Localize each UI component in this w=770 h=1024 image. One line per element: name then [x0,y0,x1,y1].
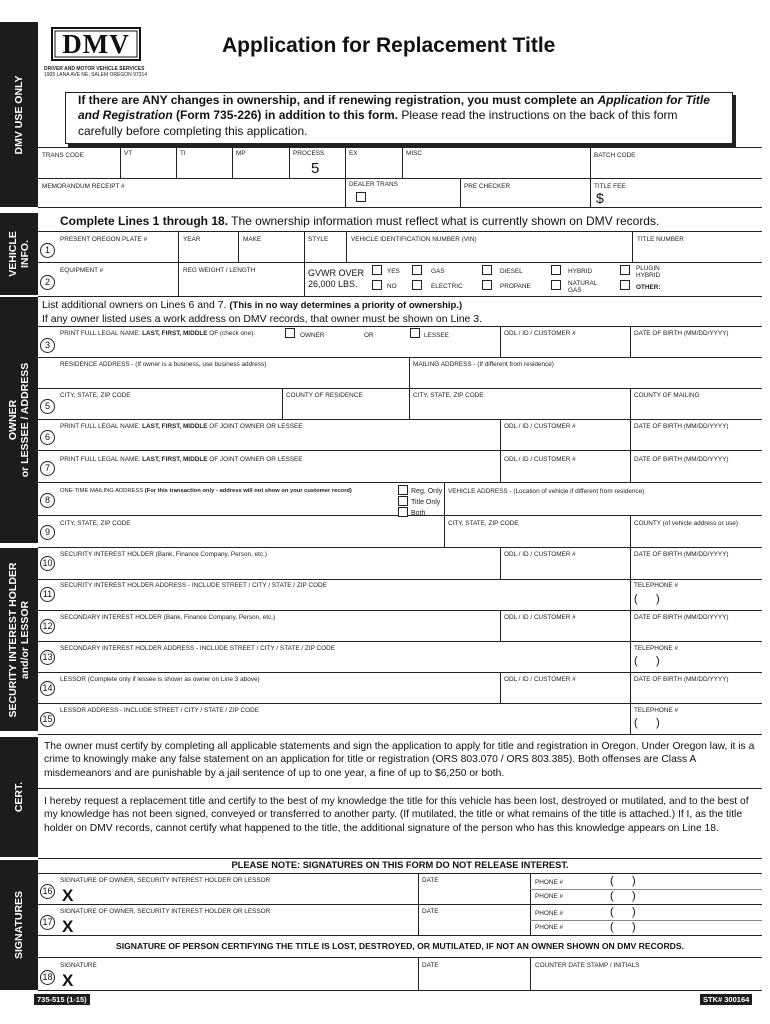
notice-part2: Application for Title and Registration [78,93,710,123]
fuel-natural-gas-checkbox[interactable] [551,280,561,290]
line-11-number: 11 [40,587,55,602]
vehicle-heading [60,214,659,228]
year-label: YEAR [183,236,201,243]
fuel-gas-checkbox[interactable] [412,265,422,275]
lessor-label: LESSOR (Complete only if lessee is shown as owner on Line 3 above) [60,676,260,683]
owner-label-2: or LESSEE / ADDRESS [19,362,31,478]
sih-odl-label: ODL / ID / CUSTOMER # [504,551,576,558]
secondary-odl-label: ODL / ID / CUSTOMER # [504,614,576,621]
sig-18-label: SIGNATURE [60,962,97,969]
fuel-diesel-label: DIESEL [500,268,523,275]
sig-16-phone-2-label: PHONE # [535,893,564,900]
both-label: Both [411,510,426,517]
vt-label: VT [124,150,133,157]
lessor-telephone-paren: ( ) [634,717,660,729]
line-15-number: 15 [40,712,55,727]
fuel-plugin-hybrid-checkbox[interactable] [620,265,630,275]
notice-part1: If there are ANY changes in ownership, and if renewing registration, you must complete an [78,93,598,107]
line-5-number: 5 [40,399,55,414]
reg-only-label: Reg. Only [411,488,443,495]
line-9-number: 9 [40,525,55,540]
owner-label [7,363,31,478]
sig-16-phone-1-paren: ( ) [610,875,636,887]
cert-bar [0,737,38,857]
please-note: PLEASE NOTE: SIGNATURES ON THIS FORM DO NOT RELEASE INTEREST. [231,860,569,870]
cert-label: CERT. [13,781,25,813]
fuel-gas-label: GAS [431,268,445,275]
make-label: MAKE [243,236,262,243]
one-time-mailing-b: (For this transaction only - address will not show on your customer record) [144,488,352,494]
vin-label: VEHICLE IDENTIFICATION NUMBER (VIN) [351,236,477,243]
security-label-1: SECURITY INTEREST HOLDER [7,562,19,717]
memo-receipt-label: MEMORANDUM RECEIPT # [42,183,125,190]
cert-paragraph-2: I hereby request a replacement title and certify to the best of my knowledge the title for this vehicle has been lost, destroyed or mutilated, and to the best of my knowledge has not been signed, conveyed or transferred to another party. (If mutilated, the title or what remains of the title is attached.) If I, as the title holder on DMV records, cannot certify what happened to the title, the additional signature of the person who has this knowledge appears on Line 18. [44,796,749,834]
owner-odl-label: ODL / ID / CUSTOMER # [504,330,576,337]
plate-label: PRESENT OREGON PLATE # [60,236,148,243]
equipment-label: EQUIPMENT # [60,267,104,274]
joint-6-odl-label: ODL / ID / CUSTOMER # [504,423,576,430]
owner-checkbox[interactable] [285,328,295,338]
security-bar [0,548,38,731]
county-mailing-label: COUNTY OF MAILING [634,392,700,399]
lessor-telephone-label: TELEPHONE # [634,707,679,714]
process-value: 5 [311,160,320,177]
owner-name-label-a: PRINT FULL LEGAL NAME: [60,330,143,337]
sig-17-phone-1-label: PHONE # [535,910,564,917]
joint-owner-6-a: PRINT FULL LEGAL NAME: [60,423,143,430]
fuel-propane-label: PROPANE [500,283,531,290]
line-17-number: 17 [40,915,55,930]
vehicle-label-1: VEHICLE [7,231,19,277]
vehicle-info-bar [0,213,38,295]
title-fee-dollar: $ [596,190,604,206]
vehicle-info-label [7,231,31,277]
fuel-other-label: OTHER: [636,284,661,291]
fuel-natural-gas-label: GAS [568,287,582,294]
owner-bar [0,297,38,543]
sig-17-label: SIGNATURE OF OWNER, SECURITY INTEREST HOLDER OR LESSOR [60,908,271,915]
joint-7-dob-label: DATE OF BIRTH (MM/DD/YYYY) [634,456,729,463]
owner-intro-1a: List additional owners on Lines 6 and 7. [42,299,230,311]
fuel-diesel-checkbox[interactable] [482,265,492,275]
line-6-number: 6 [40,430,55,445]
signatures-label: SIGNATURES [13,890,25,960]
residence-address-label: RESIDENCE ADDRESS - (If owner is a business, use business address) [60,361,267,368]
residence-city-label: CITY, STATE, ZIP CODE [60,392,131,399]
gvwr-no-label: NO [387,283,397,290]
dmv-logo [50,26,142,66]
fuel-propane-checkbox[interactable] [482,280,492,290]
sig-18-x: X [62,971,74,990]
sig-17-date-label: DATE [422,908,439,915]
title-only-label: Title Only [411,499,441,506]
ex-label: EX [349,150,358,157]
owner-name-label-b: LAST, FIRST, MIDDLE [142,330,208,337]
line-1-number: 1 [40,243,55,258]
dmv-use-only-label: DMV USE ONLY [13,75,25,154]
gvwr-yes-label: YES [387,268,400,275]
both-checkbox[interactable] [398,507,408,517]
pre-checker-label: PRE CHECKER [464,183,511,190]
line-16-number: 16 [40,884,55,899]
style-label: STYLE [308,236,329,243]
reg-only-checkbox[interactable] [398,485,408,495]
sig-16-x: X [62,886,74,905]
fuel-hybrid-label: HYBRID [568,268,593,275]
owner-option-label: OWNER [300,332,325,339]
sih-address-label: SECURITY INTEREST HOLDER ADDRESS - INCLUDE STREET / CITY / STATE / ZIP CODE [60,582,327,589]
lessee-checkbox[interactable] [410,328,420,338]
line-13-number: 13 [40,650,55,665]
joint-owner-7-label [60,456,303,463]
fuel-plugin-label: PLUGIN [636,265,660,272]
form-number: 735-515 (1-15) [34,994,90,1005]
joint-owner-6-label [60,423,303,430]
sih-dob-label: DATE OF BIRTH (MM/DD/YYYY) [634,551,729,558]
trans-code-label: TRANS CODE [42,152,84,159]
lessor-address-label: LESSOR ADDRESS - INCLUDE STREET / CITY / STATE / ZIP CODE [60,707,259,714]
notice-part3: (Form 735-226) in addition to this form. [172,108,399,123]
owner-intro-2: If any owner listed uses a work address on DMV records, that owner must be shown on Line 3. [42,313,483,325]
sig-16-phone-1-label: PHONE # [535,879,564,886]
lessor-odl-label: ODL / ID / CUSTOMER # [504,676,576,683]
owner-intro-1 [42,299,462,311]
vehicle-heading-bold: Complete Lines 1 through 18. [60,214,229,228]
sig-16-phone-2-paren: ( ) [610,890,636,902]
mailing-address-label: MAILING ADDRESS - (If different from residence) [413,361,554,368]
sih-telephone-label: TELEPHONE # [634,582,679,589]
joint-7-odl-label: ODL / ID / CUSTOMER # [504,456,576,463]
line-7-number: 7 [40,461,55,476]
sih-label: SECURITY INTEREST HOLDER (Bank, Finance Company, Person, etc.) [60,551,268,558]
line-2-number: 2 [40,275,55,290]
line-10-number: 10 [40,556,55,571]
fuel-electric-checkbox[interactable] [412,280,422,290]
owner-dob-label: DATE OF BIRTH (MM/DD/YYYY) [634,330,729,337]
fuel-natural-label: NATURAL [568,280,598,287]
process-label: PROCESS [293,150,325,157]
owner-name-label [60,330,255,337]
secondary-address-label: SECONDARY INTEREST HOLDER ADDRESS - INCLUDE STREET / CITY / STATE / ZIP CODE [60,645,335,652]
batch-code-label: BATCH CODE [594,152,636,159]
title-number-label: TITLE NUMBER [637,236,684,243]
stock-number: STK# 300164 [700,994,752,1005]
fuel-electric-label: ELECTRIC [431,283,463,290]
joint-owner-6-b: LAST, FIRST, MIDDLE [142,423,208,430]
county-residence-label: COUNTY OF RESIDENCE [286,392,363,399]
sig-16-label: SIGNATURE OF OWNER, SECURITY INTEREST HOLDER OR LESSOR [60,877,271,884]
onetime-city-label: CITY, STATE, ZIP CODE [60,520,131,527]
counter-stamp-label: COUNTER DATE STAMP / INITIALS [535,962,640,969]
one-time-mailing-label [60,488,352,495]
mailing-city-label: CITY, STATE, ZIP CODE [413,392,484,399]
sig-17-x: X [62,917,74,936]
sih-telephone-paren: ( ) [634,593,660,605]
vehicle-address-label: VEHICLE ADDRESS - (Location of vehicle if different from residence) [448,488,645,495]
fuel-hybrid-checkbox[interactable] [551,265,561,275]
secondary-holder-label: SECONDARY INTEREST HOLDER (Bank, Finance Company, Person, etc.) [60,614,276,621]
notice-text [78,93,722,139]
security-label-2: and/or LESSOR [19,600,31,679]
joint-6-dob-label: DATE OF BIRTH (MM/DD/YYYY) [634,423,729,430]
secondary-telephone-paren: ( ) [634,655,660,667]
misc-label: MISC [406,150,422,157]
title-fee-label: TITLE FEE [594,183,626,190]
line-12-number: 12 [40,619,55,634]
security-label [7,562,31,717]
secondary-telephone-label: TELEPHONE # [634,645,679,652]
gvwr-label: GVWR OVER [308,268,365,278]
certify-heading: SIGNATURE OF PERSON CERTIFYING THE TITLE IS LOST, DESTROYED, OR MUTILATED, IF NOT AN OWNER SHOWN ON DMV RECORDS. [116,941,684,951]
notice-part4: Please read the instructions on the back of this form carefully before completing this application. [78,108,678,138]
agency-name: DRIVER AND MOTOR VEHICLE SERVICES [44,66,145,72]
or-label: OR [364,332,374,339]
logo-text: DMV [62,29,130,59]
dmv-use-only-bar [0,22,38,207]
gvwr-yes-checkbox[interactable] [372,265,382,275]
lessee-option-label: LESSEE [424,332,449,339]
line-18-number: 18 [40,970,55,985]
line-8-number: 8 [40,493,55,508]
fuel-other-checkbox[interactable] [620,280,630,290]
line-14-number: 14 [40,681,55,696]
vehicle-label-2: INFO. [19,240,31,269]
sig-18-date-label: DATE [422,962,439,969]
fuel-plugin-hybrid-label: HYBRID [636,272,661,279]
cert-paragraph-1: The owner must certify by completing all applicable statements and sign the application to apply for title and registration in Oregon. Under Oregon law, it is a crime to knowingly make any false statement on an application for title or registration (ORS 803.070 / ORS 803.385). Both offenses are Class A misdemeanors and are punishable by a jail sentence of up to one year, a fine of up to $6,250 or both. [44,741,755,779]
dealer-trans-label: DEALER TRANS [349,181,398,188]
owner-intro-1b: (This in no way determines a priority of ownership.) [229,300,463,311]
title-only-checkbox[interactable] [398,496,408,506]
owner-label-1: OWNER [7,399,19,441]
sig-17-phone-1-paren: ( ) [610,906,636,918]
county-vehicle-label: COUNTY (of vehicle address or use) [634,520,738,527]
sig-16-date-label: DATE [422,877,439,884]
ti-label: TI [180,150,186,157]
reg-weight-label: REG WEIGHT / LENGTH [183,267,256,274]
line-3-number: 3 [40,338,55,353]
joint-owner-7-c: OF JOINT OWNER OR LESSEE [207,456,303,463]
gvwr-no-checkbox[interactable] [372,280,382,290]
joint-owner-6-c: OF JOINT OWNER OR LESSEE [207,423,303,430]
sig-17-phone-2-paren: ( ) [610,921,636,933]
joint-owner-7-b: LAST, FIRST, MIDDLE [142,456,208,463]
signatures-bar [0,860,38,990]
vehicle-heading-rest: The ownership information must reflect what is currently shown on DMV records. [228,214,660,228]
joint-owner-7-a: PRINT FULL LEGAL NAME: [60,456,143,463]
vehicle-city-label: CITY, STATE, ZIP CODE [448,520,519,527]
agency-address: 1905 LANA AVE NE, SALEM OREGON 97314 [44,72,148,78]
gvwr-weight: 26,000 LBS. [308,279,358,289]
lessor-dob-label: DATE OF BIRTH (MM/DD/YYYY) [634,676,729,683]
mp-label: MP [236,150,246,157]
one-time-mailing-a: ONE-TIME MAILING ADDRESS [60,488,145,494]
page-title: Application for Replacement Title [222,34,556,57]
owner-name-label-c: OF (check one): [207,330,256,337]
dealer-trans-checkbox[interactable] [356,192,366,202]
sig-17-phone-2-label: PHONE # [535,924,564,931]
secondary-dob-label: DATE OF BIRTH (MM/DD/YYYY) [634,614,729,621]
